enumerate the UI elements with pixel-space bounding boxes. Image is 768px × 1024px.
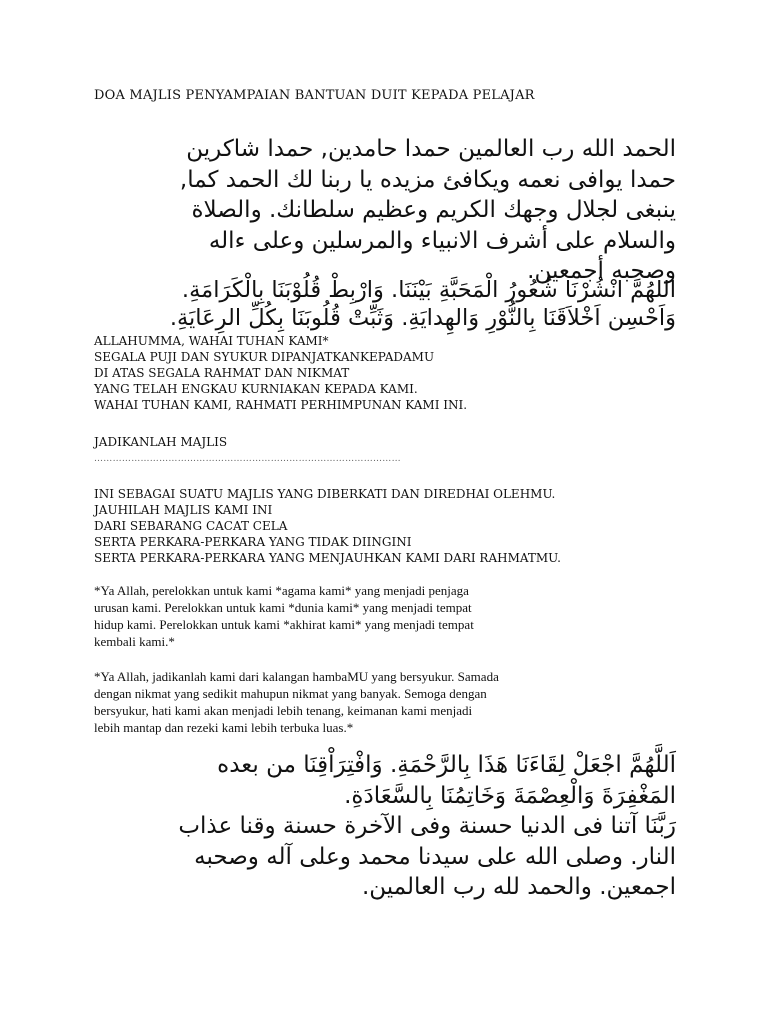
arabic-line: وَاَحْسِن اَخْلاَقَنَا بِالنُّوْرِ وَالهِدايَةِ. وَثَبِّتْ قُلُوبَنَا بِكُلِّ الرِعَايَةِ. [169, 305, 676, 331]
text-line: SERTA PERKARA-PERKARA YANG TIDAK DIINGINI [94, 535, 412, 549]
arabic-supplication [76, 276, 676, 332]
ya-allah-paragraph-2 [94, 668, 594, 736]
arabic-line: حمدا يوافى نعمه ويكافئ مزيده يا ربنا لك الحمد كما, [179, 166, 676, 193]
text-line: lebih mantap dan rezeki kami lebih terbuka luas.* [94, 720, 354, 735]
text-line: dengan nikmat yang sedikit mahupun nikmat yang banyak. Semoga dengan [94, 686, 487, 701]
text-line: bersyukur, hati kami akan menjadi lebih tenang, keimanan kami menjadi [94, 703, 473, 718]
arabic-line: النار. وصلى الله على سيدنا محمد وعلى آله وصحبه [194, 843, 676, 870]
arabic-line: اَللَّهُمَّ اجْعَلْ لِقَاءَنَا هَذَا بِالرَّحْمَةِ. وَافْتِرَاْقِنَا من بعده [217, 752, 676, 778]
text-line: WAHAI TUHAN KAMI, RAHMATI PERHIMPUNAN KAMI INI. [94, 398, 468, 412]
arabic-closing-prayer [116, 750, 676, 903]
jadikanlah-heading [94, 434, 227, 450]
malay-translation-block [94, 333, 467, 413]
arabic-line: اجمعين. والحمد لله رب العالمين. [361, 874, 676, 900]
text-line: JADIKANLAH MAJLIS [94, 435, 228, 449]
arabic-line: رَبَّنَا آتنا فى الدنيا حسنة وفى الآخرة حسنة وقنا عذاب [178, 813, 676, 839]
text-line: *Ya Allah, jadikanlah kami dari kalangan hambaMU yang bersyukur. Samada [94, 669, 499, 684]
ya-allah-paragraph-1 [94, 582, 594, 650]
arabic-line: والسلام على أشرف الانبياء والمرسلين وعلى ءاله [208, 227, 676, 254]
text-line: DI ATAS SEGALA RAHMAT DAN NIKMAT [94, 366, 350, 380]
text-line: ALLAHUMMA, WAHAI TUHAN KAMI* [94, 334, 329, 348]
text-line: YANG TELAH ENGKAU KURNIAKAN KEPADA KAMI. [94, 382, 418, 396]
arabic-line: المَغْفِرَةَ وَالْعِصْمَةَ وَخَاتِمُنَا بِالسَّعَادَةِ. [344, 782, 676, 809]
text-line: *Ya Allah, perelokkan untuk kami *agama kami* yang menjadi penjaga [94, 583, 469, 598]
text-line: SEGALA PUJI DAN SYUKUR DIPANJATKANKEPADAMU [94, 350, 435, 364]
text-line: DARI SEBARANG CACAT CELA [94, 519, 288, 533]
arabic-line: اللهُمَّ انْشُرْنَا شُعُورُ الْمَحَبَّةِ بَيْنَنَا. وَارْبِطْ قُلُوْبَنَا بِالْكَرَامَةِ. [181, 277, 676, 303]
arabic-line: وصحبه أجمعين. [527, 258, 676, 284]
arabic-line: ينبغى لجلال وجهك الكريم وعظيم سلطانك. والصلاة [191, 197, 676, 223]
text-line: INI SEBAGAI SUATU MAJLIS YANG DIBERKATI DAN DIREDHAI OLEHMU. [94, 487, 556, 501]
text-line: kembali kami.* [94, 634, 175, 649]
text-line: hidup kami. Perelokkan untuk kami *akhirat kami* yang menjadi tempat [94, 617, 474, 632]
dotted-separator: ……………………………………………………………………………………… [94, 454, 401, 464]
text-line: urusan kami. Perelokkan untuk kami *dunia kami* yang menjadi tempat [94, 600, 472, 615]
text-line: JAUHILAH MAJLIS KAMI INI [94, 503, 273, 517]
text-line: SERTA PERKARA-PERKARA YANG MENJAUHKAN KAMI DARI RAHMATMU. [94, 551, 561, 565]
malay-majlis-block [94, 486, 561, 566]
document-title: DOA MAJLIS PENYAMPAIAN BANTUAN DUIT KEPADA PELAJAR [94, 88, 535, 103]
arabic-line: الحمد الله رب العالمين حمدا حامدين, حمدا شاكرين [186, 136, 676, 162]
arabic-opening-praise [116, 134, 676, 287]
